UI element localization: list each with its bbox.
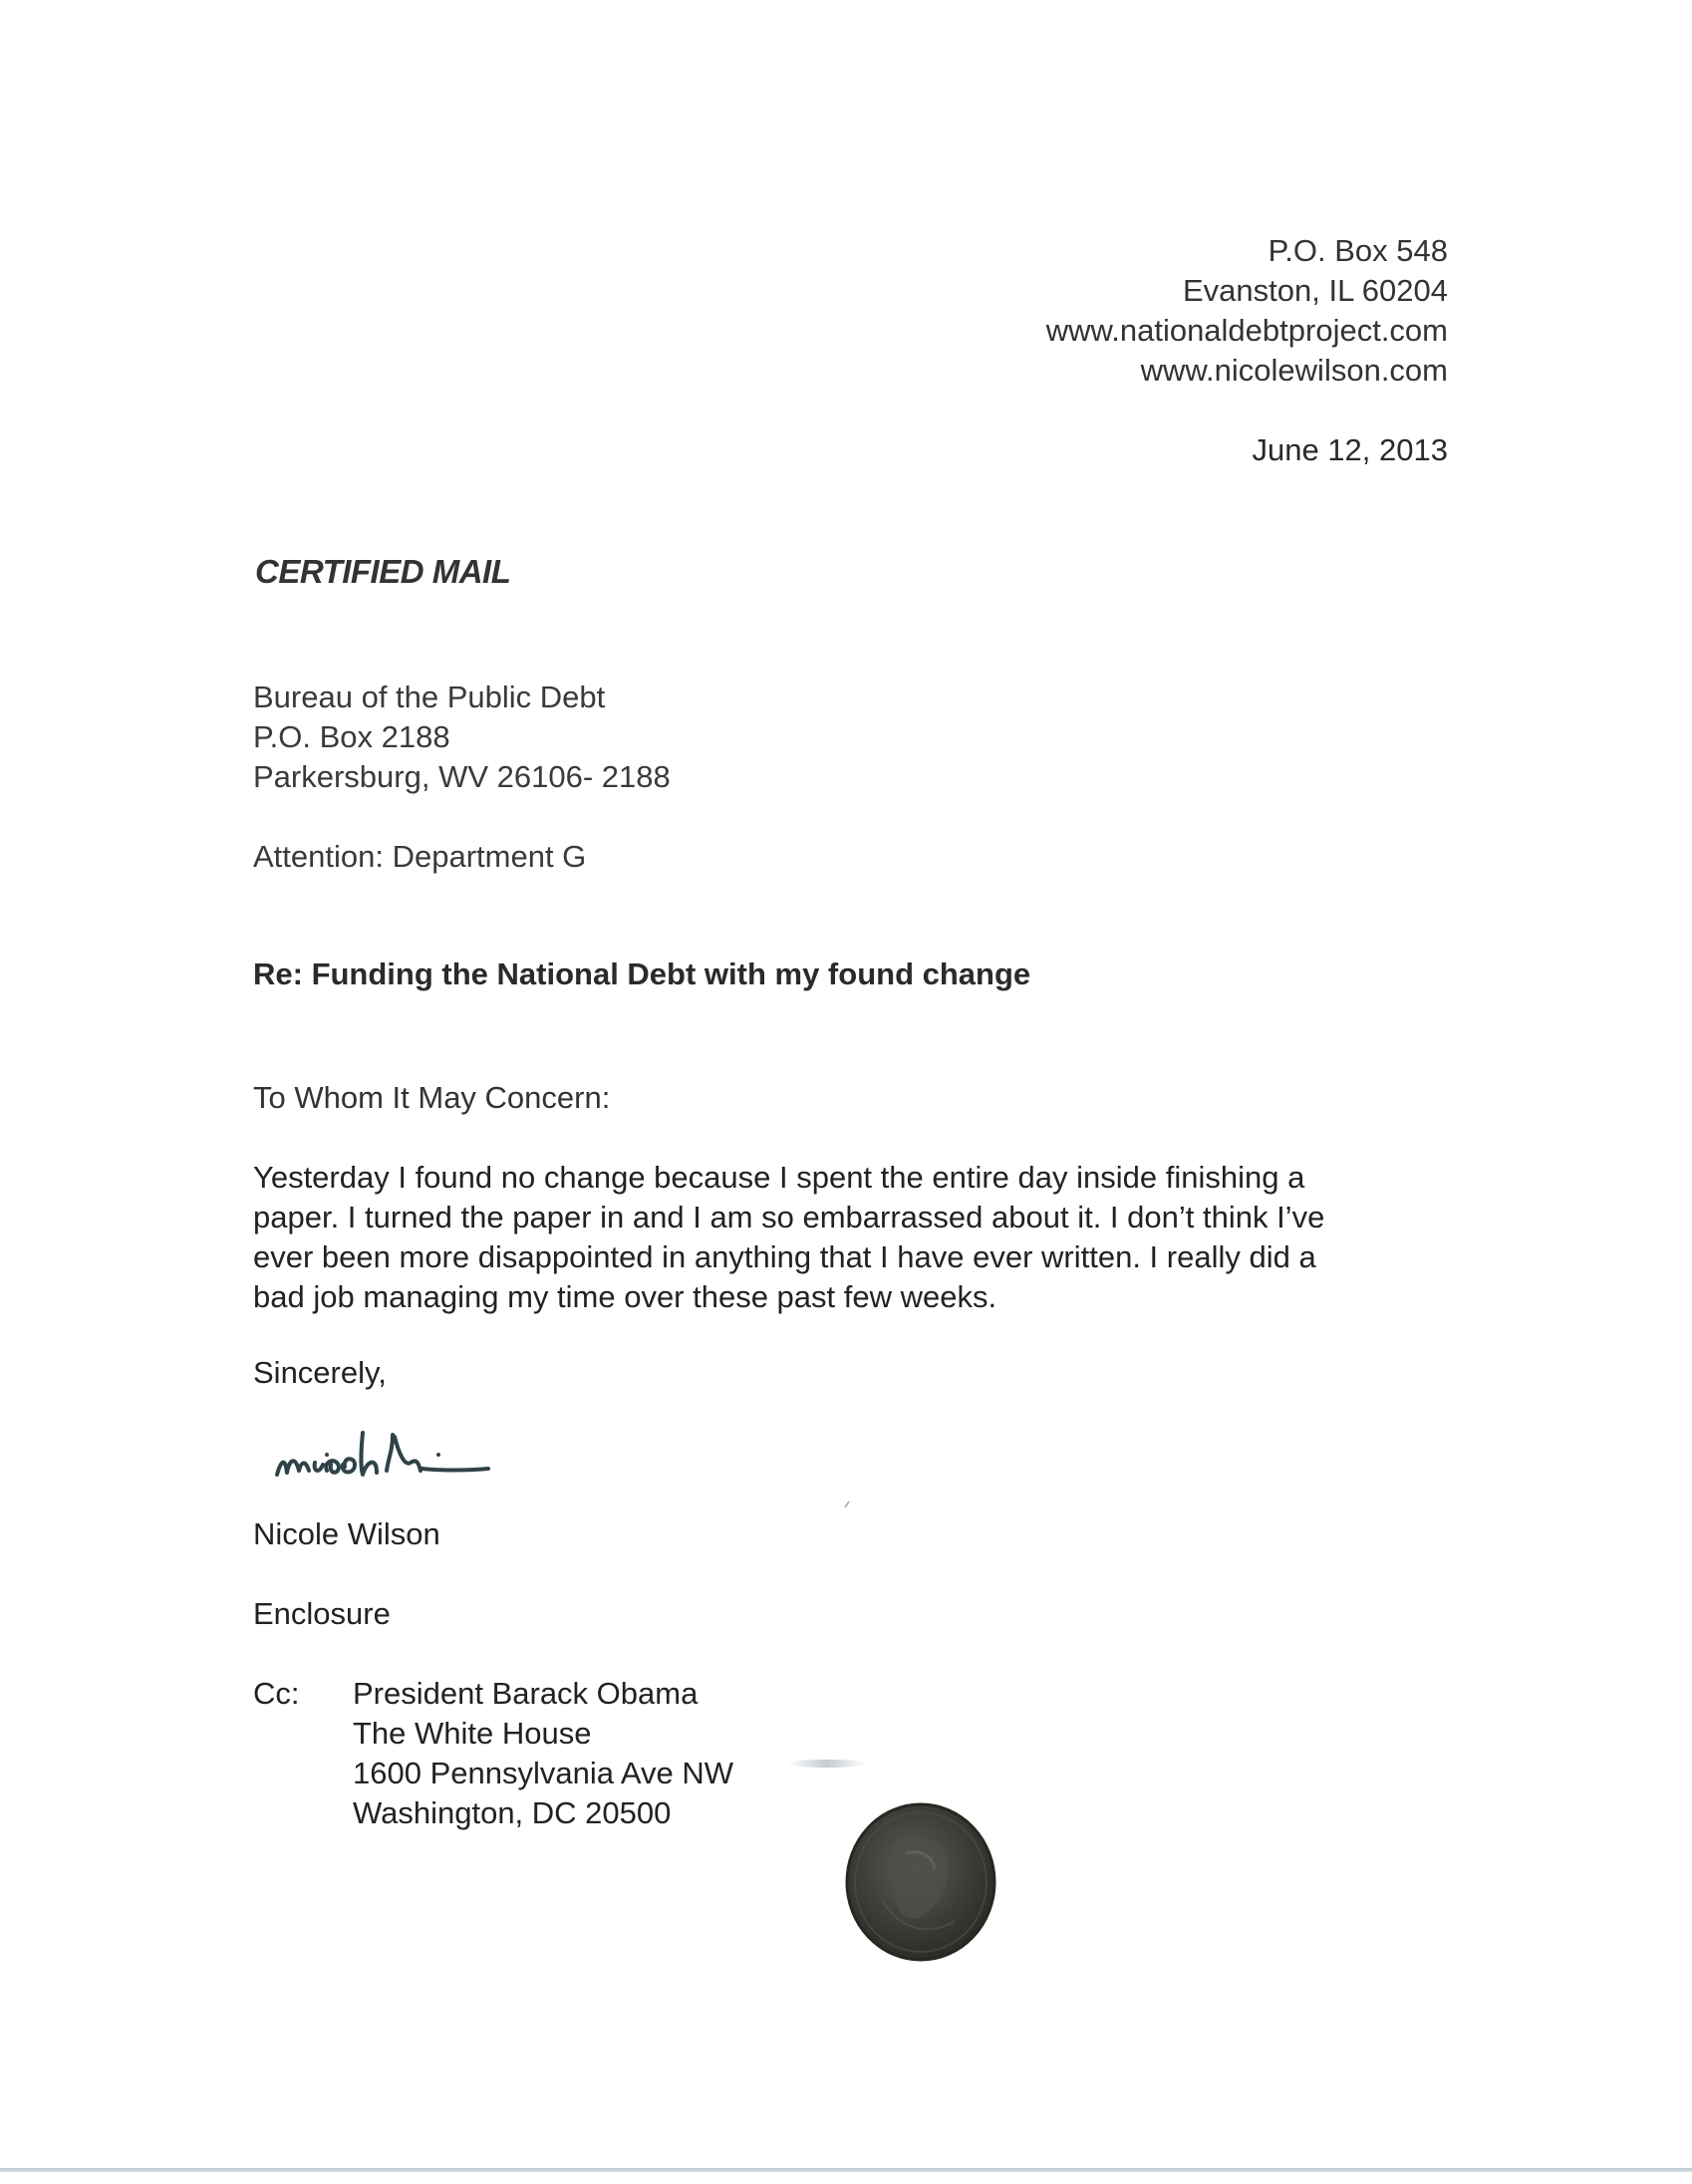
sender-address <box>750 231 1448 391</box>
attention-line: Attention: Department G <box>253 839 587 874</box>
penny-coin <box>843 1801 998 1963</box>
body-line: paper. I turned the paper in and I am so embarrassed about it. I don’t think I’ve <box>253 1200 1325 1234</box>
cc-line: President Barack Obama <box>353 1676 699 1711</box>
body-line: bad job managing my time over these past few weeks. <box>253 1279 997 1314</box>
sender-po-box: P.O. Box 548 <box>1268 233 1448 268</box>
closing: Sincerely, <box>253 1355 387 1390</box>
signer-name: Nicole Wilson <box>253 1516 440 1551</box>
recipient-address <box>253 678 671 797</box>
recipient-name: Bureau of the Public Debt <box>253 680 606 714</box>
sender-website-2: www.nicolewilson.com <box>1140 353 1448 388</box>
body-line: ever been more disappointed in anything that I have ever written. I really did a <box>253 1239 1316 1274</box>
salutation: To Whom It May Concern: <box>253 1080 611 1115</box>
sender-city-line: Evanston, IL 60204 <box>1183 273 1448 308</box>
cc-line: The White House <box>353 1716 592 1751</box>
recipient-po-box: P.O. Box 2188 <box>253 719 450 754</box>
sender-website-1: www.nationaldebtproject.com <box>1045 313 1448 348</box>
scan-edge <box>0 2168 1692 2172</box>
enclosure-note: Enclosure <box>253 1596 391 1631</box>
delivery-method: CERTIFIED MAIL <box>255 553 511 590</box>
paper-speck <box>843 1500 851 1509</box>
cc-line: 1600 Pennsylvania Ave NW <box>353 1756 733 1790</box>
handwritten-signature <box>269 1413 588 1502</box>
tape-mark <box>787 1760 867 1768</box>
body-line: Yesterday I found no change because I spent the entire day inside finishing a <box>253 1160 1305 1195</box>
recipient-city-line: Parkersburg, WV 26106- 2188 <box>253 759 671 794</box>
subject-line: Re: Funding the National Debt with my found change <box>253 956 1031 991</box>
cc-line: Washington, DC 20500 <box>353 1795 672 1830</box>
cc-address <box>353 1674 733 1833</box>
letter-body <box>253 1158 1449 1317</box>
letter-date: June 12, 2013 <box>1252 432 1448 467</box>
cc-label: Cc: <box>253 1676 300 1711</box>
